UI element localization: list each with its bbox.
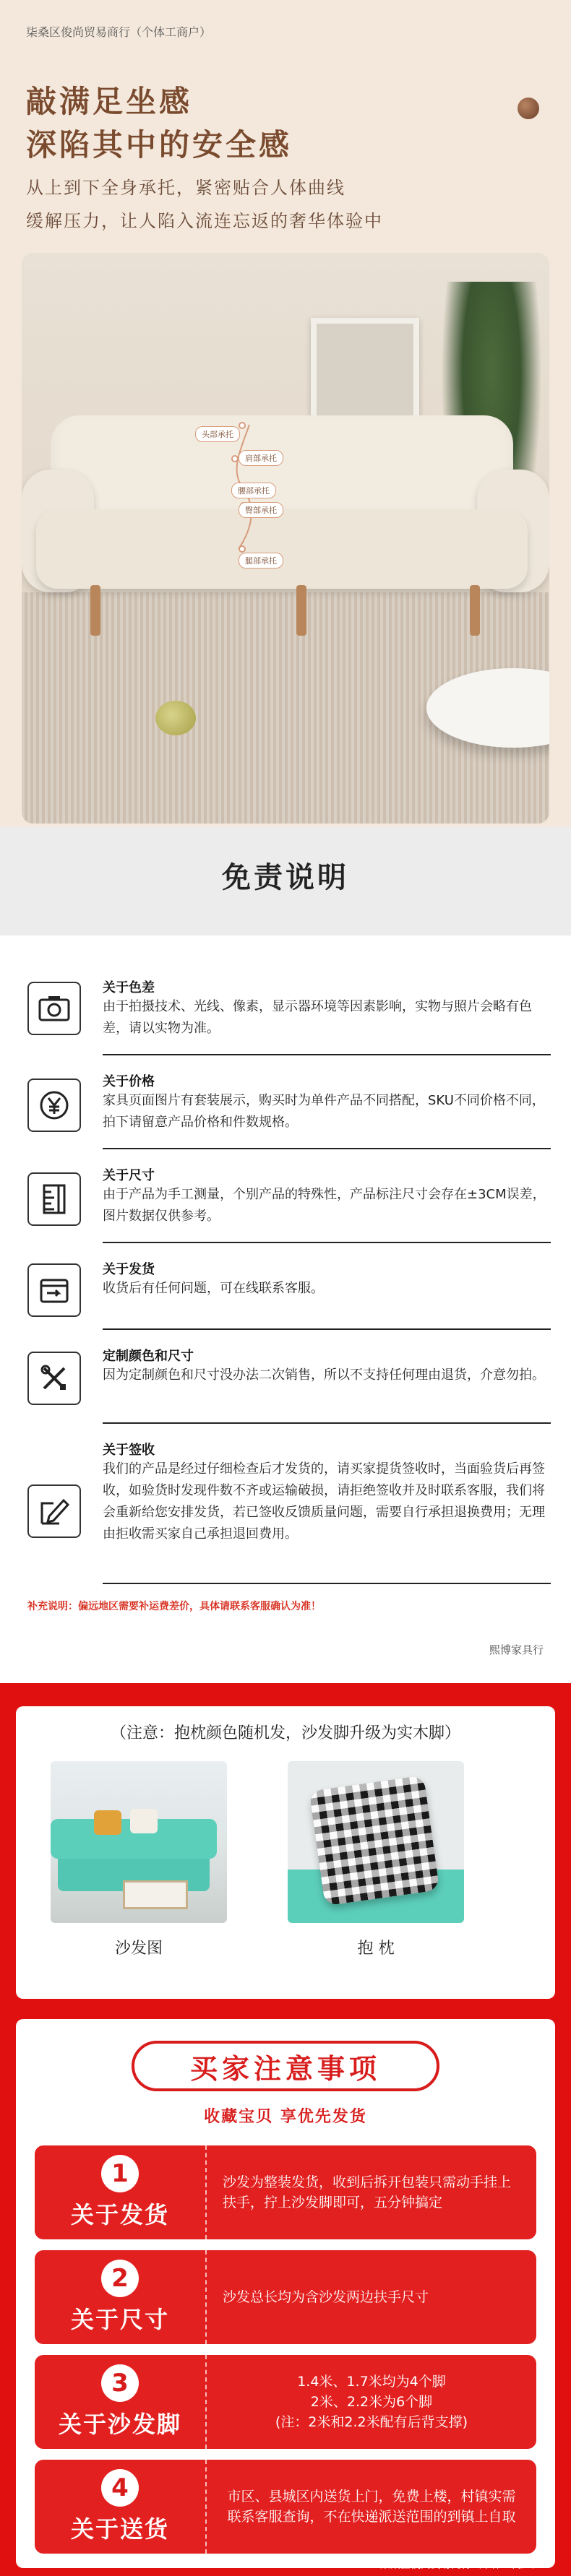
notice-panel (16, 2019, 555, 2568)
notice-slogan: 收藏宝贝 享优先发货 (204, 2108, 367, 2126)
supplement-note: 补充说明：偏远地区需要补运费差价，具体请联系客服确认为准！ (27, 1601, 321, 1612)
row-number: 3 (101, 2364, 139, 2402)
item-title: 关于色差 (103, 980, 155, 995)
pillow-picture (288, 1761, 464, 1923)
row-label: 关于尺寸 (70, 2306, 169, 2333)
support-curve (22, 253, 549, 824)
tag-shoulder: 肩部承托 (239, 450, 283, 466)
row-text: 沙发为整装发货，收到后拆开包装只需动手挂上扶手，拧上沙发脚即可，五分钟搞定 (205, 2145, 536, 2239)
pillow-notice: （注意：抱枕颜色随机发，沙发脚升级为实木脚） (110, 1724, 460, 1742)
tag-head: 头部承托 (195, 426, 240, 442)
edit-icon (27, 1484, 81, 1538)
item-title: 关于签收 (103, 1443, 155, 1458)
product-panel (16, 1706, 555, 1999)
subtitle-1: 从上到下全身承托，紧密贴合人体曲线 (26, 178, 345, 198)
row-number: 2 (101, 2260, 139, 2297)
item-text: 由于产品为手工测量，个别产品的特殊性，产品标注尺寸会存在±3CM误差，图片数据仅供参考。 (103, 1187, 546, 1224)
decor-ball (518, 98, 539, 119)
tag-dot (231, 455, 239, 462)
sofa-photo (22, 253, 549, 824)
footer-shop: 柒桑区俊尚贸易商行（个体工商户） (380, 2559, 542, 2571)
item-text: 我们的产品是经过仔细检查后才发货的，请买家提货签收时，当面验货后再签收，如验货时发现件数不齐或运输破损，请拒绝签收并及时联系客服，我们将会重新给您安排发货，若已签收反馈质量问题，需要自行承担退换费用；无理由拒收需买家自己承担退回费用。 (103, 1461, 545, 1542)
tools-icon (27, 1352, 81, 1405)
item-title: 定制颜色和尺寸 (103, 1349, 194, 1364)
divider (103, 1054, 551, 1055)
item-title: 关于发货 (103, 1262, 155, 1277)
yen-icon (27, 1079, 81, 1132)
shop-name: 柒桑区俊尚贸易商行（个体工商户） (26, 25, 212, 39)
hero-section (0, 0, 571, 827)
row-label: 关于发货 (70, 2201, 169, 2229)
row-label: 关于沙发脚 (58, 2411, 181, 2438)
delivery-icon (27, 1263, 81, 1317)
disclaimer-title: 免责说明 (222, 861, 349, 894)
item-text: 由于拍摄技术、光线、像素，显示器环境等因素影响，实物与照片会略有色差，请以实物为准。 (103, 999, 532, 1036)
divider (103, 1583, 551, 1584)
tag-dot (239, 545, 246, 553)
tag-waist: 腰部承托 (231, 483, 276, 498)
item-title: 关于尺寸 (103, 1168, 155, 1183)
divider (103, 1328, 551, 1330)
row-label: 关于送货 (70, 2515, 169, 2543)
sofa-picture (51, 1761, 227, 1923)
notice-row-delivery (35, 2460, 536, 2554)
notice-title: 买家注意事项 (132, 2041, 439, 2091)
row-text: 市区、县城区内送货上门，免费上楼，村镇实需联系客服查询，不在快递派送范围的到镇上自取 (205, 2460, 536, 2554)
item-text: 因为定制颜色和尺寸没办法二次销售，所以不支持任何理由退货，介意勿拍。 (103, 1367, 545, 1383)
row-number: 4 (101, 2469, 139, 2507)
notice-row-legs (35, 2355, 536, 2449)
brand-name: 熙博家具行 (489, 1643, 544, 1656)
notice-row-size (35, 2250, 536, 2344)
buyer-notice-section (0, 1683, 571, 2576)
notice-row-shipping (35, 2145, 536, 2239)
row-number: 1 (101, 2155, 139, 2192)
camera-icon (27, 982, 81, 1035)
item-text: 家具页面图片有套装展示，购买时为单件产品不同搭配，SKU不同价格不同，拍下请留意产品价格和件数规格。 (103, 1093, 545, 1130)
tag-dot (239, 422, 246, 429)
headline-1: 敲满足坐感 (26, 84, 193, 119)
row-text: 沙发总长均为含沙发两边扶手尺寸 (205, 2250, 536, 2344)
item-title: 关于价格 (103, 1074, 155, 1089)
tag-hip: 臀部承托 (239, 502, 283, 518)
disclaimer-section (0, 827, 571, 1683)
ruler-icon (27, 1172, 81, 1226)
row-text: 1.4米、1.7米均为4个脚 2米、2.2米为6个脚 (注：2米和2.2米配有后背支撑) (205, 2355, 536, 2449)
divider (103, 1148, 551, 1149)
subtitle-2: 缓解压力，让人陷入流连忘返的奢华体验中 (26, 211, 383, 231)
item-text: 收货后有任何问题，可在线联系客服。 (103, 1281, 324, 1296)
sofa-picture-label: 沙发图 (114, 1940, 163, 1958)
divider (103, 1422, 551, 1424)
headline-2: 深陷其中的安全感 (26, 127, 293, 163)
divider (103, 1242, 551, 1243)
tag-leg: 腿部承托 (239, 553, 283, 569)
pillow-picture-label: 抱 枕 (357, 1940, 395, 1958)
